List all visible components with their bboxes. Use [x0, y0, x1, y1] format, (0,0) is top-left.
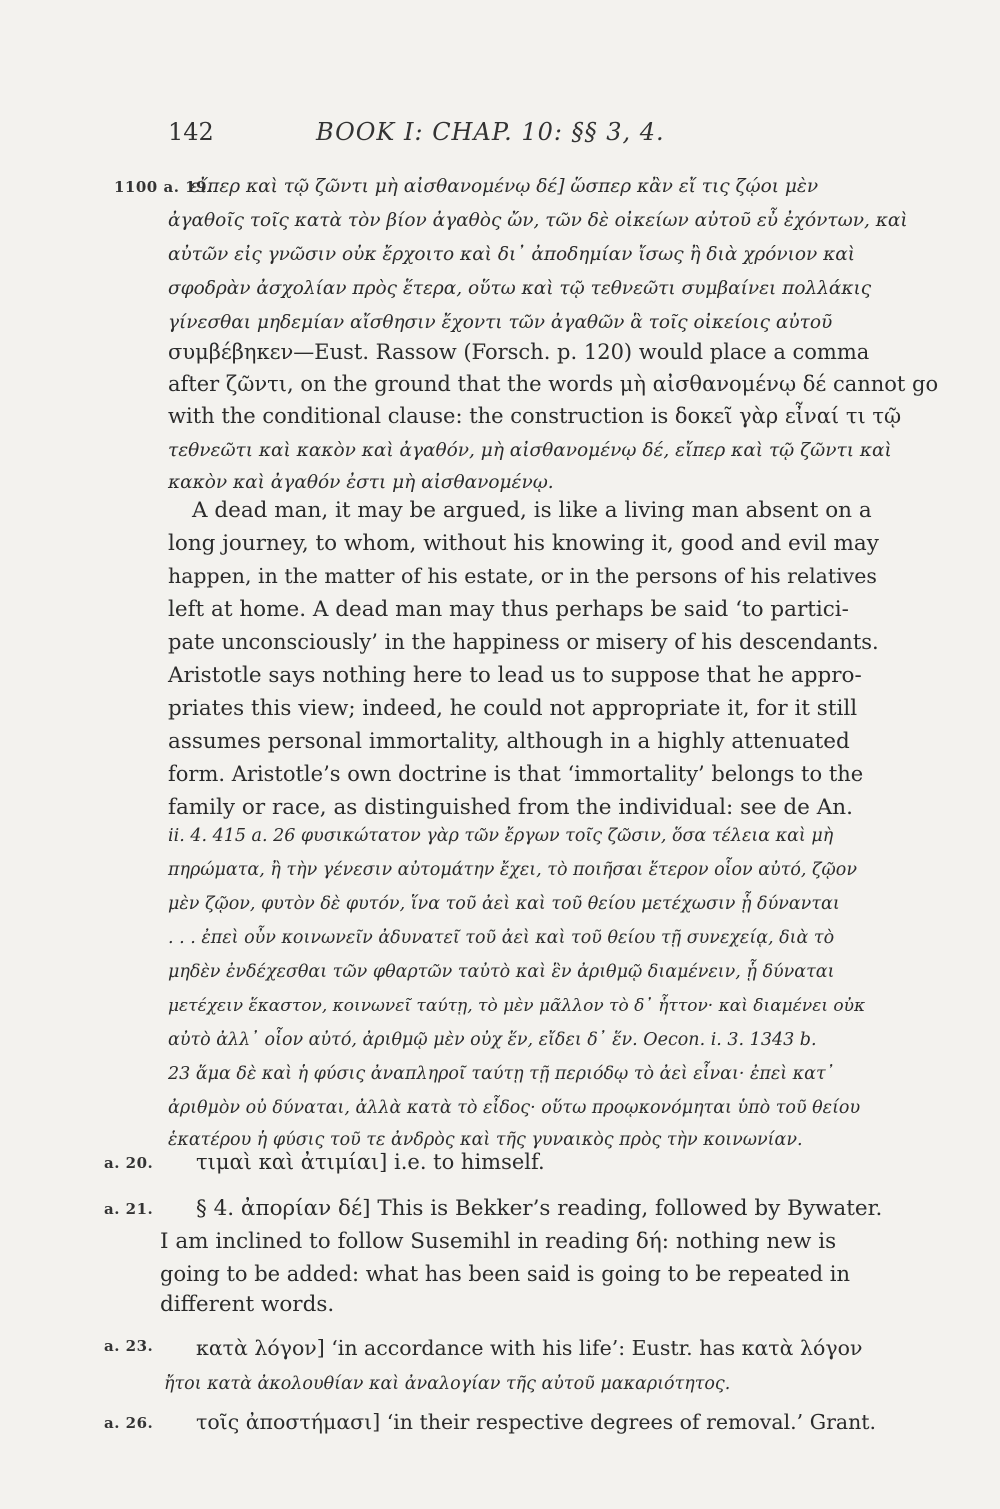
text-line: ἤτοι κατὰ ἀκολουθίαν καὶ ἀναλογίαν τῆς αὐτοῦ μακαριότητος.	[164, 1374, 731, 1394]
text-line: I am inclined to follow Susemihl in reading δή: nothing new is	[160, 1229, 837, 1254]
margin-reference: a. 26.	[104, 1414, 154, 1432]
margin-reference: a. 20.	[104, 1154, 154, 1172]
text-line: μηδὲν ἐνδέχεσθαι τῶν φθαρτῶν ταὐτὸ καὶ ἓν ἀριθμῷ διαμένειν, ᾗ δύναται	[168, 962, 835, 982]
text-line: § 4. ἀπορίαν δέ] This is Bekker’s reading, followed by Bywater.	[196, 1196, 883, 1221]
text-line: τεθνεῶτι καὶ κακὸν καὶ ἀγαθόν, μὴ αἰσθανομένῳ δέ, εἴπερ καὶ τῷ ζῶντι καὶ	[168, 440, 892, 461]
text-line: κατὰ λόγον] ‘in accordance with his life’: Eustr. has κατὰ λόγον	[196, 1336, 863, 1360]
text-line: κακὸν καὶ ἀγαθόν ἐστι μὴ αἰσθανομένῳ.	[168, 472, 554, 493]
text-line: priates this view; indeed, he could not appropriate it, for it still	[168, 696, 858, 721]
text-line: pate unconsciously’ in the happiness or misery of his descendants.	[168, 630, 879, 654]
text-line: αὐτὸ ἀλλ᾽ οἷον αὐτό, ἀριθμῷ μὲν οὐχ ἕν, εἴδει δ᾽ ἕν. Oecon. i. 3. 1343 b.	[168, 1030, 817, 1050]
text-line: πηρώματα, ἢ τὴν γένεσιν αὐτομάτην ἔχει, τὸ ποιῆσαι ἕτερον οἷον αὐτό, ζῷον	[168, 860, 857, 880]
text-line: 23 ἅμα δὲ καὶ ἡ φύσις ἀναπληροῖ ταύτῃ τῇ περιόδῳ τὸ ἀεὶ εἶναι· ἐπεὶ κατ᾽	[168, 1064, 835, 1084]
text-line: εἴπερ καὶ τῷ ζῶντι μὴ αἰσθανομένῳ δέ] ὥσπερ κἂν εἴ τις ζῴοι μὲν	[190, 176, 819, 197]
text-line: Aristotle says nothing here to lead us to suppose that he appro-	[168, 663, 862, 688]
page-number: 142	[168, 118, 214, 146]
text-line: after ζῶντι, on the ground that the words μὴ αἰσθανομένῳ δέ cannot go	[168, 372, 939, 396]
margin-reference: a. 23.	[104, 1337, 154, 1355]
text-line: ἀριθμὸν οὐ δύναται, ἀλλὰ κατὰ τὸ εἶδος· οὕτω προῳκονόμηται ὑπὸ τοῦ θείου	[168, 1098, 861, 1118]
text-line: form. Aristotle’s own doctrine is that ‘immortality’ belongs to the	[168, 762, 864, 786]
running-title: BOOK I: CHAP. 10: §§ 3, 4.	[316, 118, 665, 146]
text-line: left at home. A dead man may thus perhaps be said ‘to partici-	[168, 597, 849, 622]
text-line: τιμαὶ καὶ ἀτιμίαι] i.e. to himself.	[196, 1150, 545, 1174]
text-line: μετέχειν ἕκαστον, κοινωνεῖ ταύτῃ, τὸ μὲν μᾶλλον τὸ δ᾽ ἧττον· καὶ διαμένει οὐκ	[168, 996, 866, 1016]
text-line: A dead man, it may be argued, is like a living man absent on a	[192, 498, 872, 523]
text-line: συμβέβηκεν—Eust. Rassow (Forsch. p. 120) would place a comma	[168, 340, 870, 364]
text-line: different words.	[160, 1292, 335, 1317]
margin-reference: a. 21.	[104, 1200, 154, 1218]
text-line: τοῖς ἀποστήμασι] ‘in their respective degrees of removal.’ Grant.	[196, 1410, 877, 1434]
running-header	[168, 118, 748, 152]
text-line: ἀγαθοῖς τοῖς κατὰ τὸν βίον ἀγαθὸς ὤν, τῶν δὲ οἰκείων αὐτοῦ εὖ ἐχόντων, καὶ	[168, 210, 908, 231]
text-line: family or race, as distinguished from the individual: see de An.	[168, 795, 853, 820]
text-line: αὐτῶν εἰς γνῶσιν οὐκ ἔρχοιτο καὶ δι᾽ ἀποδημίαν ἴσως ἢ διὰ χρόνιον καὶ	[168, 244, 856, 265]
text-line: long journey, to whom, without his knowing it, good and evil may	[168, 531, 879, 556]
text-line: going to be added: what has been said is going to be repeated in	[160, 1262, 851, 1286]
margin-reference: 1100 a. 19.	[114, 178, 213, 196]
text-line: μὲν ζῷον, φυτὸν δὲ φυτόν, ἵνα τοῦ ἀεὶ καὶ τοῦ θείου μετέχωσιν ᾗ δύνανται	[168, 894, 840, 914]
text-line: . . . ἐπεὶ οὖν κοινωνεῖν ἀδυνατεῖ τοῦ ἀεὶ καὶ τοῦ θείου τῇ συνεχείᾳ, διὰ τὸ	[168, 928, 835, 948]
text-line: σφοδρὰν ἀσχολίαν πρὸς ἕτερα, οὕτω καὶ τῷ τεθνεῶτι συμβαίνει πολλάκις	[168, 278, 872, 299]
text-line: assumes personal immortality, although in a highly attenuated	[168, 729, 850, 754]
text-line: ii. 4. 415 a. 26 φυσικώτατον γὰρ τῶν ἔργων τοῖς ζῶσιν, ὅσα τέλεια καὶ μὴ	[168, 826, 834, 846]
text-line: γίνεσθαι μηδεμίαν αἴσθησιν ἔχοντι τῶν ἀγαθῶν ἃ τοῖς οἰκείοις αὐτοῦ	[168, 312, 833, 333]
text-line: with the conditional clause: the construction is δοκεῖ γὰρ εἶναί τι τῷ	[168, 404, 902, 428]
text-line: ἑκατέρου ἡ φύσις τοῦ τε ἀνδρὸς καὶ τῆς γυναικὸς πρὸς τὴν κοινωνίαν.	[168, 1130, 803, 1150]
text-line: happen, in the matter of his estate, or in the persons of his relatives	[168, 564, 877, 588]
